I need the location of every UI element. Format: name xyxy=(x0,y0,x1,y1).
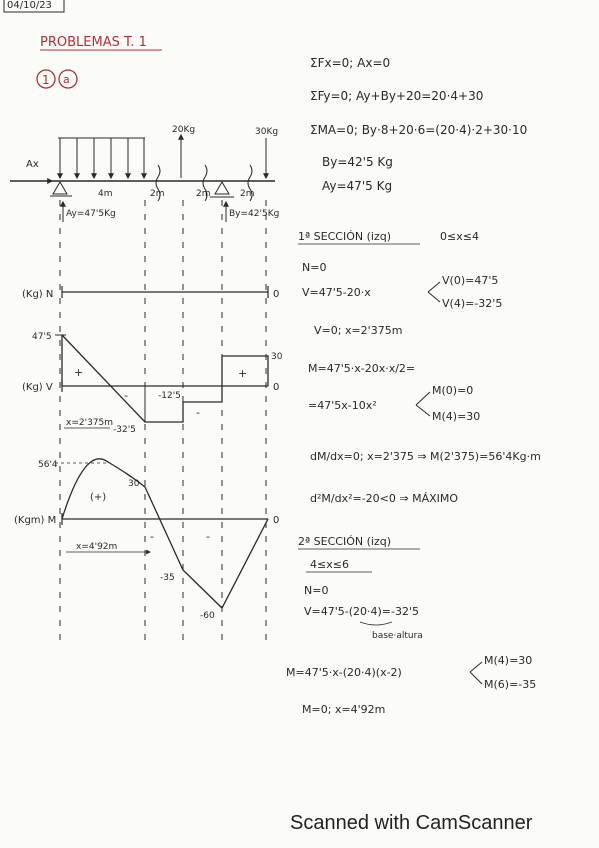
section2-note: base·altura xyxy=(372,631,423,641)
m-unit: (Kgm) M xyxy=(14,515,57,526)
bending-moment-diagram xyxy=(14,459,279,621)
v-plus-1: + xyxy=(74,366,84,379)
v-unit: (Kg) V xyxy=(22,382,53,393)
load-20-label: 20Kg xyxy=(172,125,196,135)
m-30: 30 xyxy=(128,479,140,489)
v-30: 30 xyxy=(271,352,283,362)
v-x0: x=2'375m xyxy=(66,418,114,428)
dim-2m-1: 2m xyxy=(150,189,165,199)
v-neg-12-5: -12'5 xyxy=(158,391,181,401)
dim-2m-2: 2m xyxy=(196,189,211,199)
eq-sum-fy: ΣFy=0; Ay+By+20=20·4+30 xyxy=(310,89,484,103)
eq-by: By=42'5 Kg xyxy=(322,155,393,169)
by-label: By=42'5Kg xyxy=(229,209,280,219)
section2-m6: M(6)=-35 xyxy=(484,678,537,691)
section2-title: 2ª SECCIÓN (izq) xyxy=(298,535,391,548)
shear-force-diagram xyxy=(22,332,283,435)
section-2 xyxy=(286,535,536,716)
load-30-label: 30Kg xyxy=(255,127,279,137)
section1-m-exp: =47'5x-10x² xyxy=(308,399,377,412)
moment-curve xyxy=(62,459,268,608)
v-minus-1: - xyxy=(124,389,128,402)
problem-number: 1 xyxy=(42,73,50,87)
dim-2m-3: 2m xyxy=(240,189,255,199)
v-top: 47'5 xyxy=(32,332,52,342)
section1-range: 0≤x≤4 xyxy=(440,230,479,243)
distributed-load-arrows xyxy=(60,138,144,178)
section2-mzero: M=0; x=4'92m xyxy=(302,703,386,716)
m-x0: x=4'92m xyxy=(76,542,118,552)
section2-v: V=47'5-(20·4)=-32'5 xyxy=(304,605,420,618)
dim-4m: 4m xyxy=(98,189,113,199)
ay-label: Ay=47'5Kg xyxy=(66,209,116,219)
ax-label: Ax xyxy=(26,159,39,170)
n-unit: (Kg) N xyxy=(22,289,54,300)
beam-diagram xyxy=(10,125,279,222)
section1-m0: M(0)=0 xyxy=(432,384,474,397)
v-neg-32-5: -32'5 xyxy=(113,425,136,435)
section1-v4: V(4)=-32'5 xyxy=(442,297,503,310)
v-plus-2: + xyxy=(238,367,248,380)
m-max: 56'4 xyxy=(38,460,58,470)
eq-sum-fx: ΣFx=0; Ax=0 xyxy=(310,56,391,70)
section1-m: M=47'5·x-20x·x/2= xyxy=(308,362,416,375)
m-zero: 0 xyxy=(273,515,280,526)
scanner-watermark: Scanned with CamScanner xyxy=(290,812,533,834)
m-neg-60: -60 xyxy=(200,611,215,621)
support-a-icon xyxy=(53,182,67,194)
problem-letter: a xyxy=(63,73,70,86)
section-1 xyxy=(298,230,541,505)
section2-m4: M(4)=30 xyxy=(484,654,533,667)
support-b-icon xyxy=(215,182,229,194)
section1-vzero: V=0; x=2'375m xyxy=(314,324,403,337)
section1-d2m: d²M/dx²=-20<0 ⇒ MÁXIMO xyxy=(310,492,459,505)
m-neg-35: -35 xyxy=(160,573,175,583)
m-sign: (+) xyxy=(90,492,107,503)
m-minus-2: - xyxy=(206,530,210,543)
v-zero: 0 xyxy=(273,382,280,393)
section2-range: 4≤x≤6 xyxy=(310,558,349,571)
section2-n: N=0 xyxy=(304,584,329,597)
section1-v0: V(0)=47'5 xyxy=(442,274,499,287)
page-title: PROBLEMAS T. 1 xyxy=(40,35,147,50)
eq-ay: Ay=47'5 Kg xyxy=(322,179,393,193)
v-minus-2: - xyxy=(196,406,200,419)
section1-n: N=0 xyxy=(302,261,327,274)
m-minus-1: - xyxy=(150,530,154,543)
n-zero: 0 xyxy=(273,289,280,300)
section2-m: M=47'5·x-(20·4)(x-2) xyxy=(286,666,402,679)
normal-force-diagram xyxy=(22,286,279,300)
section1-v: V=47'5-20·x xyxy=(302,286,371,299)
section1-dm: dM/dx=0; x=2'375 ⇒ M(2'375)=56'4Kg·m xyxy=(310,450,541,463)
section1-m4: M(4)=30 xyxy=(432,410,481,423)
section1-title: 1ª SECCIÓN (izq) xyxy=(298,230,391,243)
date: 04/10/23 xyxy=(7,0,52,11)
eq-sum-ma: ΣMA=0; By·8+20·6=(20·4)·2+30·10 xyxy=(310,123,528,137)
